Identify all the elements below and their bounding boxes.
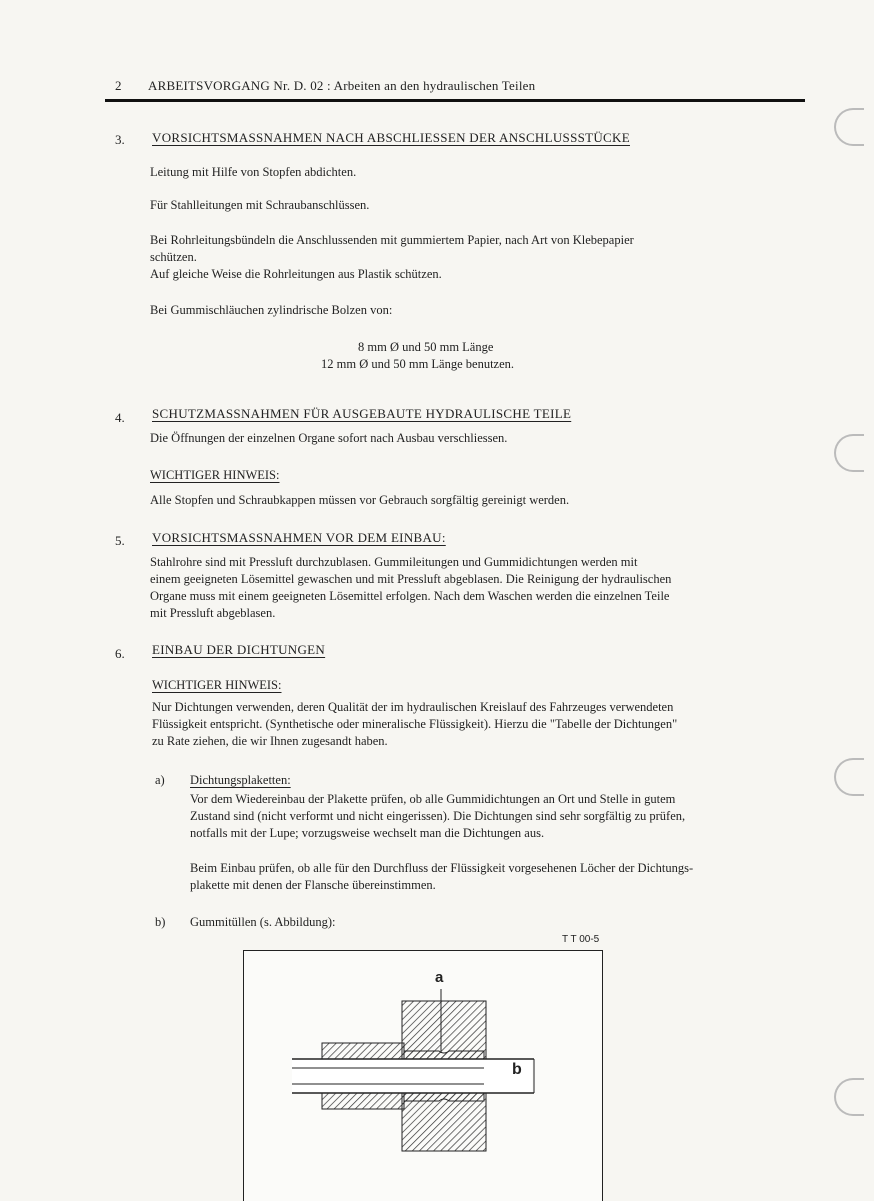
paragraph-line: 12 mm Ø und 50 mm Länge benutzen.: [321, 357, 515, 371]
paragraph-line: einem geeigneten Lösemittel gewaschen und mit Pressluft abgeblasen. Die Reinigung der hydraulischen: [150, 572, 672, 586]
binder-hole-mark: [834, 1078, 864, 1116]
binder-hole-mark: [834, 434, 864, 472]
note-heading: WICHTIGER HINWEIS:: [150, 468, 280, 482]
section-title: SCHUTZMASSNAHMEN FÜR AUSGEBAUTE HYDRAULISCHE TEILE: [152, 406, 572, 421]
grommet-diagram: [244, 951, 602, 1201]
section-number: 5.: [115, 533, 125, 548]
figure-frame: [243, 950, 603, 1201]
paragraph-line: Bei Rohrleitungsbündeln die Anschlussenden mit gummiertem Papier, nach Art von Klebepapier: [150, 233, 634, 247]
paragraph-line: Alle Stopfen und Schraubkappen müssen vor Gebrauch sorgfältig gereinigt werden.: [150, 493, 570, 507]
note-heading: WICHTIGER HINWEIS:: [152, 678, 282, 692]
binder-hole-mark: [834, 108, 864, 146]
section-title: VORSICHTSMASSNAHMEN NACH ABSCHLIESSEN DER ANSCHLUSSSTÜCKE: [152, 130, 630, 145]
fitting-nut: [322, 1043, 404, 1059]
figure-code: T T 00-5: [562, 934, 600, 945]
page-header-title: ARBEITSVORGANG Nr. D. 02 : Arbeiten an den hydraulischen Teilen: [148, 78, 536, 93]
paragraph-line: plakette mit denen der Flansche übereinstimmen.: [190, 878, 436, 892]
paragraph-line: zu Rate ziehen, die wir Ihnen zugesandt haben.: [152, 734, 388, 748]
paragraph-line: Zustand sind (nicht verformt und nicht eingerissen). Die Dichtungen sind sehr sorgfältig zu prüfen,: [190, 809, 686, 823]
paragraph-line: Leitung mit Hilfe von Stopfen abdichten.: [150, 165, 357, 179]
section-number: 4.: [115, 410, 125, 425]
paragraph-line: Beim Einbau prüfen, ob alle für den Durchfluss der Flüssigkeit vorgesehenen Löcher der Dichtungs-: [190, 861, 694, 875]
paragraph-line: Flüssigkeit entspricht. (Synthetische oder mineralische Flüssigkeit). Hierzu die "Tabelle der Dichtungen": [152, 717, 678, 731]
list-item-title: Dichtungsplaketten:: [190, 773, 291, 787]
paragraph-line: Nur Dichtungen verwenden, deren Qualität der im hydraulischen Kreislauf des Fahrzeuges verwendeten: [152, 700, 674, 714]
section-title: VORSICHTSMASSNAHMEN VOR DEM EINBAU:: [152, 530, 446, 545]
header-rule: [105, 99, 805, 102]
section-number: 3.: [115, 132, 125, 147]
list-marker: b): [155, 915, 166, 929]
paragraph-line: 8 mm Ø und 50 mm Länge: [358, 340, 494, 354]
paragraph-line: mit Pressluft abgeblasen.: [150, 606, 276, 620]
paragraph-line: Auf gleiche Weise die Rohrleitungen aus Plastik schützen.: [150, 267, 442, 281]
fitting-nut-lower: [322, 1093, 404, 1109]
paragraph-line: Organe muss mit einem geeigneten Lösemittel erfolgen. Nach dem Waschen werden die einzelnen Teile: [150, 589, 670, 603]
flange-upper: [402, 1001, 486, 1059]
paragraph-line: Die Öffnungen der einzelnen Organe sofort nach Ausbau verschliessen.: [150, 431, 508, 445]
flange-lower: [402, 1093, 486, 1151]
section-number: 6.: [115, 646, 125, 661]
paragraph-line: Vor dem Wiedereinbau der Plakette prüfen, ob alle Gummidichtungen an Ort und Stelle in gutem: [190, 792, 676, 806]
paragraph-line: Bei Gummischläuchen zylindrische Bolzen von:: [150, 303, 393, 317]
figure-label-a: a: [435, 969, 444, 986]
binder-hole-mark: [834, 758, 864, 796]
section-title: EINBAU DER DICHTUNGEN: [152, 642, 326, 657]
page-number: 2: [115, 78, 122, 93]
figure-label-b: b: [512, 1061, 522, 1078]
list-item-title: Gummitüllen (s. Abbildung):: [190, 915, 336, 929]
paragraph-line: Für Stahlleitungen mit Schraubanschlüssen.: [150, 198, 370, 212]
list-marker: a): [155, 773, 165, 787]
paragraph-line: Stahlrohre sind mit Pressluft durchzublasen. Gummileitungen und Gummidichtungen werden mit: [150, 555, 638, 569]
paragraph-line: schützen.: [150, 250, 197, 264]
paragraph-line: notfalls mit der Lupe; vorzugsweise wechselt man die Dichtungen aus.: [190, 826, 545, 840]
